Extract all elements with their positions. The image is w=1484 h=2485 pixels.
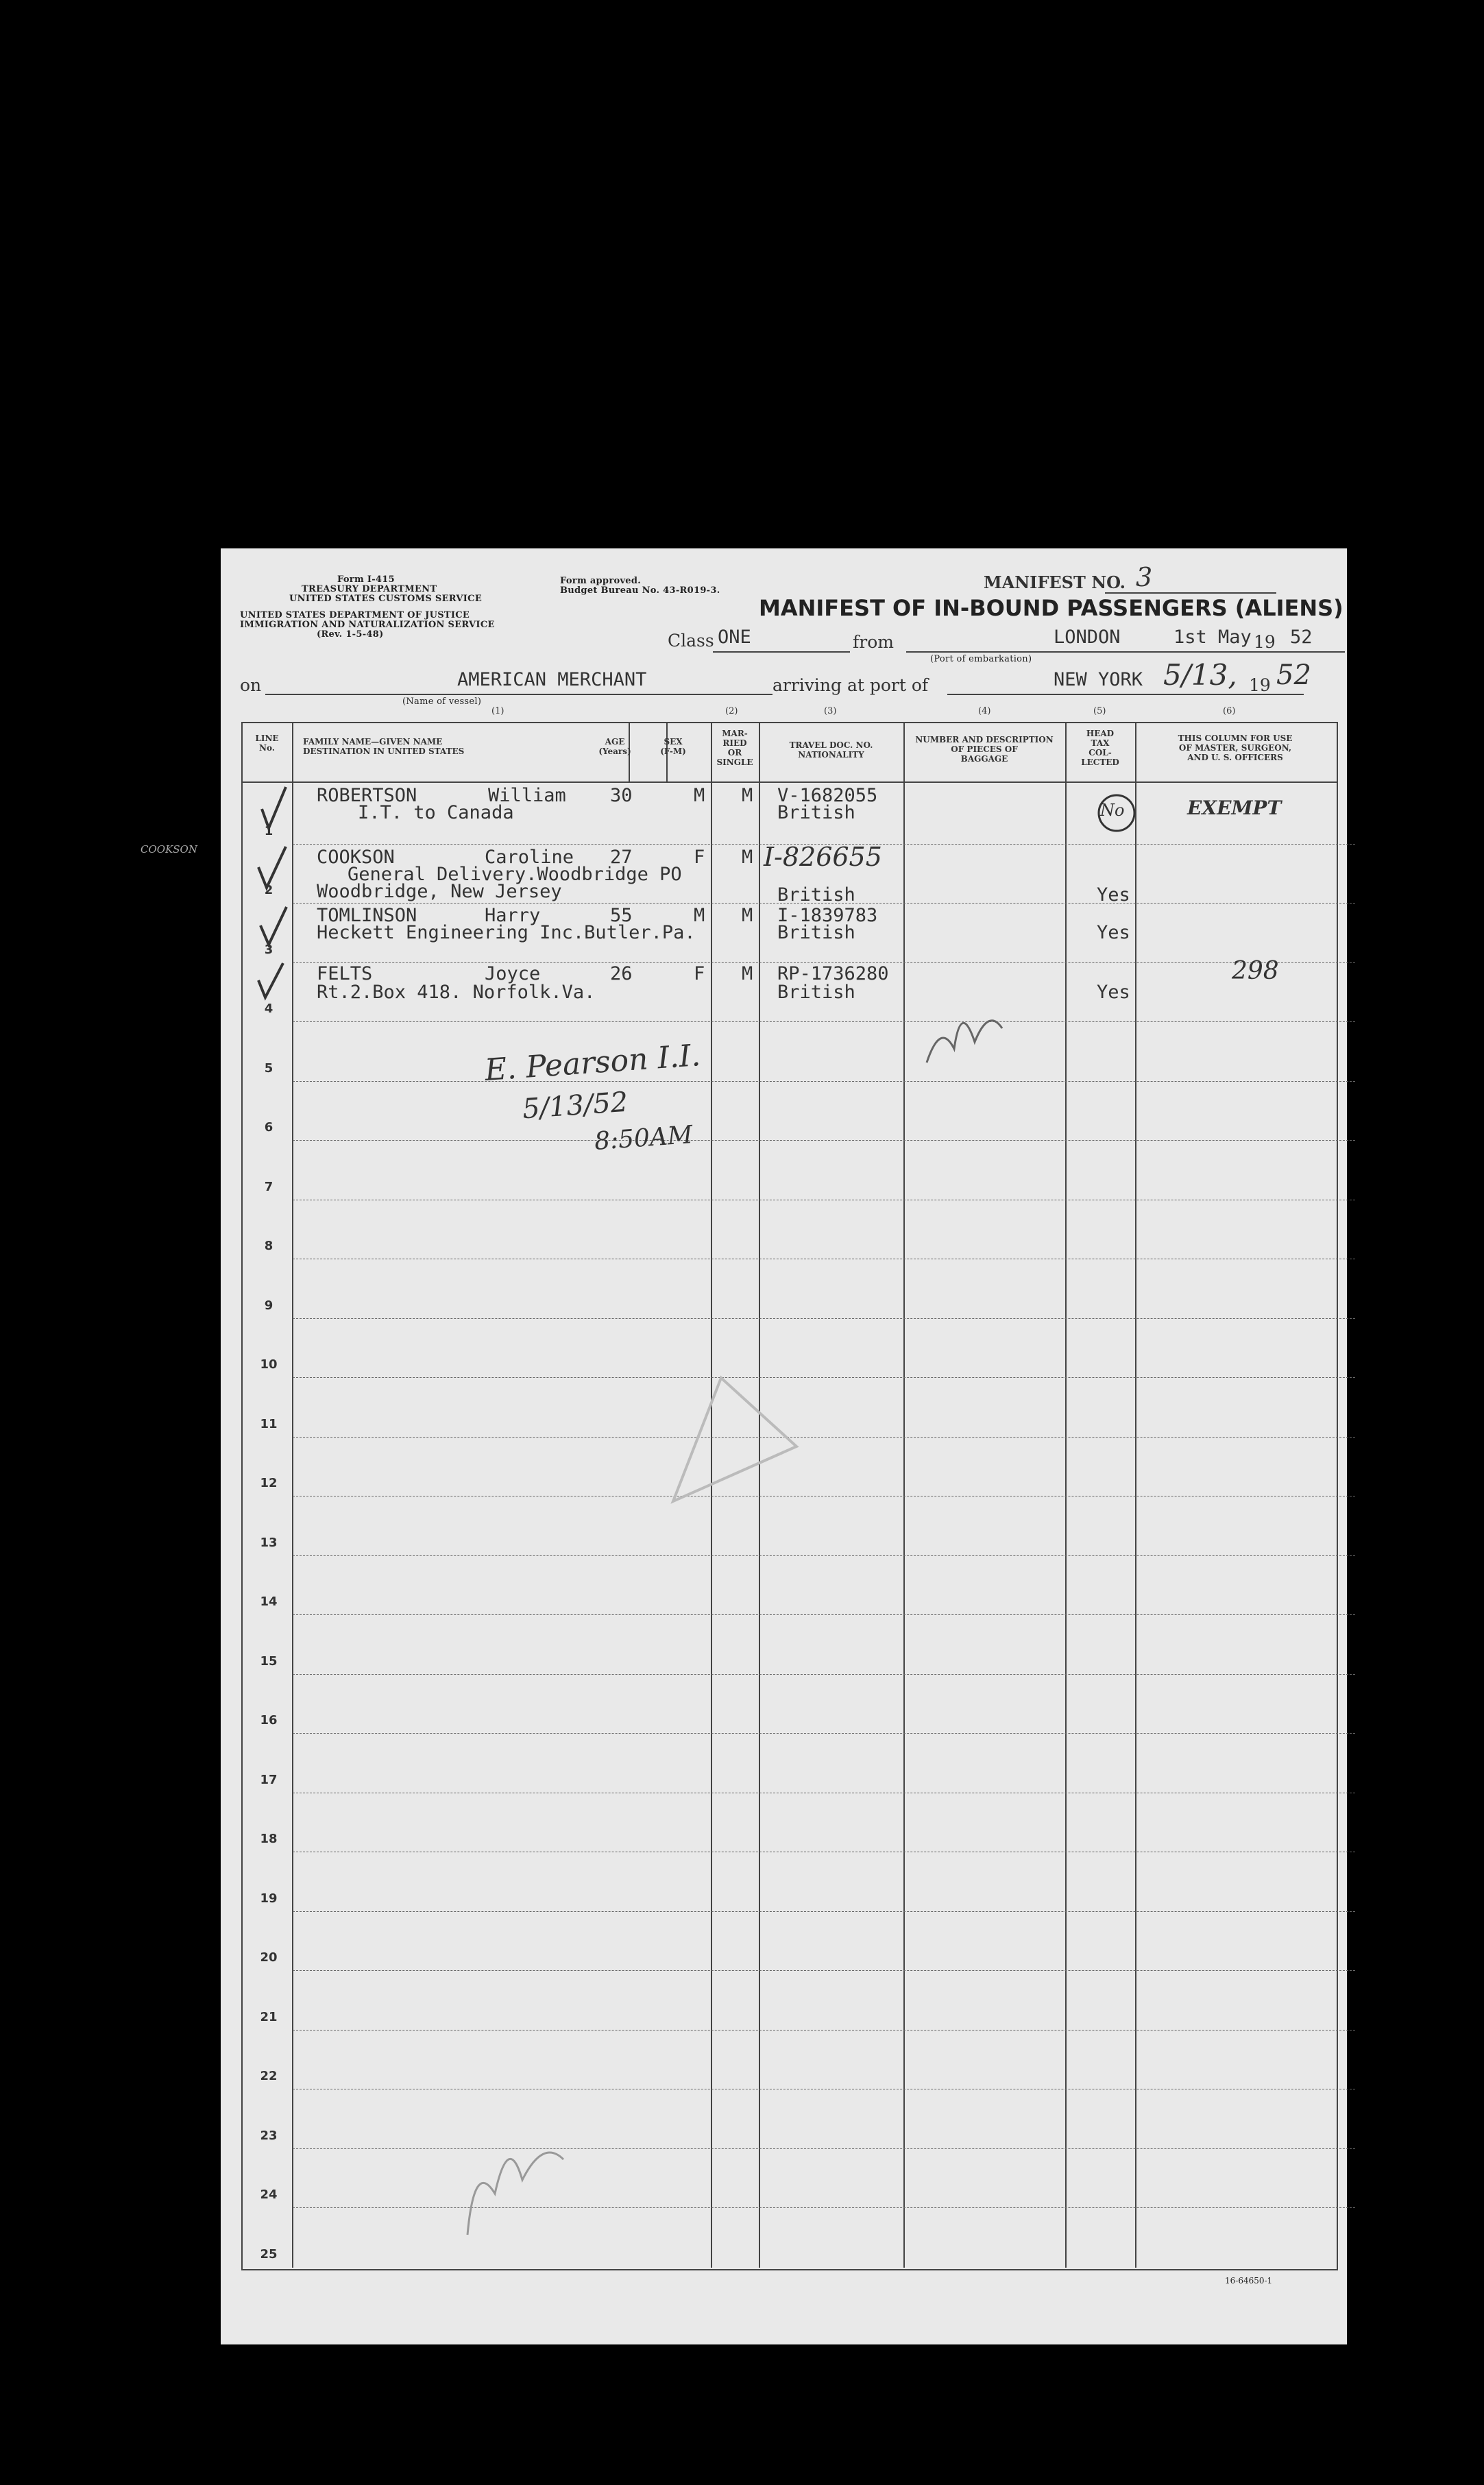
class-label: Class xyxy=(668,631,714,651)
embark-year: 52 xyxy=(1290,627,1313,648)
inspector-signature: E. Pearson I.I. xyxy=(483,1038,702,1088)
header-married: MAR- RIED OR SINGLE xyxy=(716,729,753,767)
form-number: Form I-415 xyxy=(337,574,395,585)
faint-scribble-icon xyxy=(454,2146,577,2248)
line-number: 23 xyxy=(260,2128,278,2143)
faint-triangle-stamp xyxy=(659,1371,810,1508)
budget-bureau: Budget Bureau No. 43-R019-3. xyxy=(560,585,720,596)
header-travel-doc: TRAVEL DOC. NO. NATIONALITY xyxy=(789,740,873,760)
vessel-name: AMERICAN MERCHANT xyxy=(457,669,647,690)
manifest-sheet: Form I-415 TREASURY DEPARTMENT UNITED STATES CUSTOMS SERVICE UNITED STATES DEPARTMENT OF JUSTICE IMMIGRATION AND NATURALIZATION SERVICE (Rev. 1-5-48) Form approved. Budget Bureau No. 43-R019-3. MANIFEST NO. 3 MANIFEST OF IN-BOUND PASSENGERS (ALIENS) Class ONE from LONDON 1st May 19 52 (Port of embarkation) on AMERICAN MERCHANT (Name of vessel) arriving at port of NEW YORK 5/13, 19 52 (1) (2) (3) (4) (5) (6) LINE No. FAMILY NAME—GIVEN NAME DESTINATION IN UNITED STATES AGE (Years) SEX (F-M) MAR- RIED OR SINGLE TRAVEL DOC. NO. NATIONALITY NUMBER AND DESCRIPTION OF PIECES OF BAGGAGE HEAD TAX COL- LECTED THIS COLUMN FOR USE OF MASTER, SURGEON, AND U. S. OFFICERS 1 2 3 4 5 6 7 8 9 10 11 12 13 14 15 16 17 18 19 20 21 22 23 24 25 ROBERTSON William I.T. to Canada 30 M M V-1682055 British No EXEMPT COOKSON Caroline General Delivery.Woodbridge PO Woodbridge, New Jersey 27 F M I-826655 British Yes TOMLINSON Harry Heckett Engineering Inc.Butler.Pa. 55 M M I-1839783 British Yes FELTS Joyce Rt.2.Box 418. Norfolk.Va. 26 F M RP-1736280 British Yes 298 E. Pearson I.I. 5/13/52 8:50AM 16-64650-1 xyxy=(221,548,1347,2344)
line-number: 22 xyxy=(260,2069,278,2083)
line-number: 20 xyxy=(260,1950,278,1965)
punch-hole xyxy=(180,686,207,713)
row-divider xyxy=(293,1555,1355,1556)
line-number: 2 xyxy=(264,883,273,897)
punch-hole xyxy=(180,1803,207,1830)
class-value: ONE xyxy=(718,627,751,648)
row-divider xyxy=(293,1318,1355,1319)
line-number: 18 xyxy=(260,1832,278,1846)
line-number: 19 xyxy=(260,1891,278,1906)
arrival-year: 52 xyxy=(1276,659,1311,691)
line-number: 9 xyxy=(264,1298,273,1313)
line-number: 4 xyxy=(264,1002,273,1016)
header-name: FAMILY NAME—GIVEN NAME DESTINATION IN UNITED STATES xyxy=(303,737,465,756)
line-number: 25 xyxy=(260,2246,278,2262)
row-divider xyxy=(293,1911,1355,1912)
header-head-tax: HEAD TAX COL- LECTED xyxy=(1081,729,1119,767)
row-divider xyxy=(293,2207,1355,2208)
row-divider xyxy=(293,2148,1355,2149)
header-age: AGE (Years) xyxy=(598,737,631,756)
line-number: 5 xyxy=(264,1060,273,1076)
row-divider xyxy=(293,2030,1355,2031)
line-number: 17 xyxy=(260,1772,278,1787)
treasury-dept: TREASURY DEPARTMENT xyxy=(302,584,437,594)
punch-hole xyxy=(185,2238,212,2266)
check-marks-icon xyxy=(221,781,296,1001)
row-divider xyxy=(293,1437,1355,1438)
on-label: on xyxy=(240,675,262,695)
line-number: 13 xyxy=(260,1535,278,1550)
arrival-port: NEW YORK xyxy=(1054,669,1143,690)
line-number: 7 xyxy=(264,1179,273,1194)
row-divider xyxy=(293,1970,1355,1971)
form-approved: Form approved. xyxy=(560,576,642,586)
row-divider xyxy=(293,1081,1355,1082)
table-header-rule xyxy=(241,781,1337,783)
vessel-caption: (Name of vessel) xyxy=(402,696,482,707)
baggage-scribble-icon xyxy=(906,987,1057,1069)
header-officers: THIS COLUMN FOR USE OF MASTER, SURGEON, AND U. S. OFFICERS xyxy=(1178,734,1293,762)
port-caption: (Port of embarkation) xyxy=(930,654,1032,664)
margin-note: COOKSON xyxy=(141,843,197,856)
line-number: 24 xyxy=(260,2187,278,2202)
punch-hole xyxy=(159,997,186,1025)
manifest-no-label: MANIFEST NO. xyxy=(984,572,1126,592)
arriving-label: arriving at port of xyxy=(773,675,929,695)
line-number: 8 xyxy=(264,1239,273,1253)
ins-service: IMMIGRATION AND NATURALIZATION SERVICE xyxy=(240,620,495,630)
justice-dept: UNITED STATES DEPARTMENT OF JUSTICE xyxy=(240,610,470,620)
manifest-no-line xyxy=(1105,592,1276,594)
line-number: 16 xyxy=(260,1713,278,1728)
header-sex: SEX (F-M) xyxy=(660,737,686,756)
row-divider xyxy=(293,1140,1355,1141)
manifest-title: MANIFEST OF IN-BOUND PASSENGERS (ALIENS) xyxy=(759,595,1343,621)
line-number: 14 xyxy=(260,1595,278,1609)
row-divider xyxy=(293,1674,1355,1675)
arrival-year-prefix: 19 xyxy=(1249,675,1271,695)
revision: (Rev. 1-5-48) xyxy=(317,629,384,640)
row-divider xyxy=(293,1021,1355,1022)
header-baggage: NUMBER AND DESCRIPTION OF PIECES OF BAGGAGE xyxy=(915,735,1054,764)
signature-time: 8:50AM xyxy=(593,1121,694,1156)
punch-hole xyxy=(180,1906,207,1933)
embark-date: 1st May xyxy=(1173,627,1252,648)
from-label: from xyxy=(853,632,894,652)
footer-code: 16-64650-1 xyxy=(1225,2276,1273,2286)
row-divider xyxy=(293,1377,1355,1378)
customs-service: UNITED STATES CUSTOMS SERVICE xyxy=(289,594,483,604)
manifest-no-value: 3 xyxy=(1136,562,1153,592)
line-number: 11 xyxy=(260,1416,278,1431)
line-number: 6 xyxy=(264,1120,273,1135)
year-prefix: 19 xyxy=(1254,632,1276,652)
line-number: 21 xyxy=(260,2009,278,2024)
line-number: 1 xyxy=(264,823,273,838)
row-divider xyxy=(293,1614,1355,1615)
line-number: 12 xyxy=(260,1476,278,1490)
arrival-hand-date: 5/13, xyxy=(1163,658,1237,692)
punch-hole xyxy=(152,949,180,977)
header-line-no: LINE No. xyxy=(255,734,279,753)
row-divider xyxy=(293,1733,1355,1734)
circle-mark-icon xyxy=(1095,790,1143,838)
signature-date: 5/13/52 xyxy=(521,1086,629,1126)
line-number: 3 xyxy=(264,942,273,957)
punch-hole xyxy=(173,1710,200,1738)
line-number: 10 xyxy=(260,1357,278,1372)
from-value: LONDON xyxy=(1054,627,1121,648)
line-number: 15 xyxy=(260,1653,278,1669)
